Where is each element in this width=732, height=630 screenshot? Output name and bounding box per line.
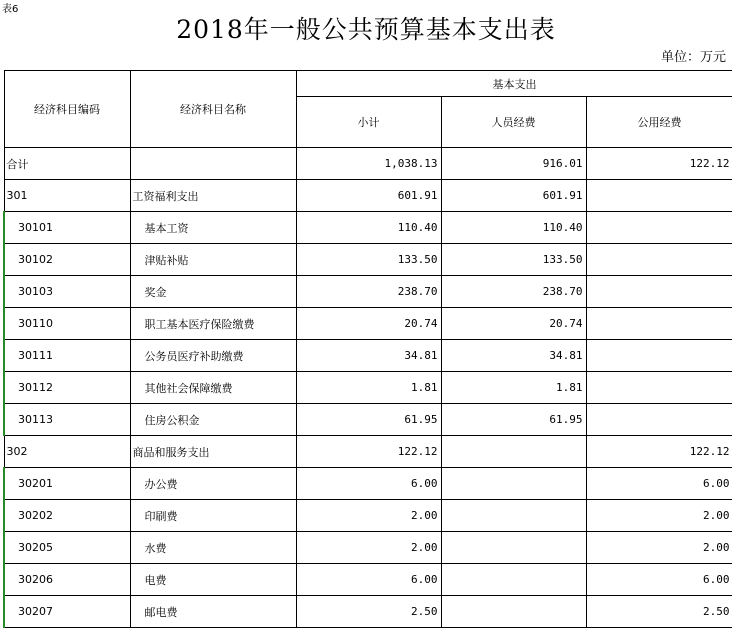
cell-public[interactable] bbox=[586, 340, 732, 372]
cell-code[interactable]: 30103 bbox=[4, 276, 130, 308]
cell-personnel[interactable]: 916.01 bbox=[441, 148, 586, 180]
cell-public[interactable] bbox=[586, 404, 732, 436]
cell-subtotal[interactable]: 110.40 bbox=[296, 212, 441, 244]
cell-code[interactable]: 30202 bbox=[4, 500, 130, 532]
cell-personnel[interactable]: 61.95 bbox=[441, 404, 586, 436]
header-subtotal: 小计 bbox=[296, 97, 441, 148]
cell-public[interactable] bbox=[586, 212, 732, 244]
table-body bbox=[4, 148, 732, 628]
cell-code[interactable]: 30207 bbox=[4, 596, 130, 628]
table-row bbox=[4, 372, 732, 404]
cell-code[interactable]: 30206 bbox=[4, 564, 130, 596]
cell-name[interactable] bbox=[130, 148, 296, 180]
cell-subtotal[interactable]: 2.00 bbox=[296, 500, 441, 532]
cell-public[interactable]: 6.00 bbox=[586, 564, 732, 596]
cell-public[interactable]: 122.12 bbox=[586, 148, 732, 180]
cell-code[interactable]: 30205 bbox=[4, 532, 130, 564]
cell-code[interactable]: 302 bbox=[4, 436, 130, 468]
header-public: 公用经费 bbox=[586, 97, 732, 148]
cell-subtotal[interactable]: 2.50 bbox=[296, 596, 441, 628]
cell-name[interactable]: 印刷费 bbox=[130, 500, 296, 532]
cell-personnel[interactable] bbox=[441, 564, 586, 596]
cell-subtotal[interactable]: 2.00 bbox=[296, 532, 441, 564]
cell-public[interactable]: 2.00 bbox=[586, 532, 732, 564]
cell-personnel[interactable]: 20.74 bbox=[441, 308, 586, 340]
cell-public[interactable] bbox=[586, 276, 732, 308]
table-row bbox=[4, 180, 732, 212]
cell-subtotal[interactable]: 122.12 bbox=[296, 436, 441, 468]
cell-public[interactable]: 6.00 bbox=[586, 468, 732, 500]
table-row bbox=[4, 148, 732, 180]
cell-code[interactable]: 合计 bbox=[4, 148, 130, 180]
cell-personnel[interactable] bbox=[441, 532, 586, 564]
cell-personnel[interactable]: 110.40 bbox=[441, 212, 586, 244]
header-code: 经济科目编码 bbox=[4, 71, 130, 148]
cell-personnel[interactable]: 34.81 bbox=[441, 340, 586, 372]
cell-personnel[interactable] bbox=[441, 436, 586, 468]
cell-name[interactable]: 津贴补贴 bbox=[130, 244, 296, 276]
cell-code[interactable]: 301 bbox=[4, 180, 130, 212]
header-name: 经济科目名称 bbox=[130, 71, 296, 148]
cell-personnel[interactable]: 601.91 bbox=[441, 180, 586, 212]
cell-name[interactable]: 基本工资 bbox=[130, 212, 296, 244]
cell-subtotal[interactable]: 238.70 bbox=[296, 276, 441, 308]
unit-label: 单位：万元 bbox=[660, 50, 726, 65]
table-row bbox=[4, 244, 732, 276]
table-row bbox=[4, 532, 732, 564]
cell-name[interactable]: 职工基本医疗保险缴费 bbox=[130, 308, 296, 340]
cell-personnel[interactable] bbox=[441, 596, 586, 628]
cell-name[interactable]: 邮电费 bbox=[130, 596, 296, 628]
cell-subtotal[interactable]: 61.95 bbox=[296, 404, 441, 436]
table-row bbox=[4, 340, 732, 372]
cell-code[interactable]: 30102 bbox=[4, 244, 130, 276]
header-group: 基本支出 bbox=[296, 71, 732, 97]
cell-code[interactable]: 30112 bbox=[4, 372, 130, 404]
cell-name[interactable]: 商品和服务支出 bbox=[130, 436, 296, 468]
sheet-label: 表6 bbox=[2, 4, 19, 15]
table-row bbox=[4, 564, 732, 596]
cell-public[interactable] bbox=[586, 372, 732, 404]
cell-code[interactable]: 30111 bbox=[4, 340, 130, 372]
cell-subtotal[interactable]: 20.74 bbox=[296, 308, 441, 340]
cell-subtotal[interactable]: 6.00 bbox=[296, 564, 441, 596]
cell-personnel[interactable]: 133.50 bbox=[441, 244, 586, 276]
table-row bbox=[4, 276, 732, 308]
cell-name[interactable]: 水费 bbox=[130, 532, 296, 564]
cell-public[interactable]: 122.12 bbox=[586, 436, 732, 468]
cell-code[interactable]: 30201 bbox=[4, 468, 130, 500]
cell-public[interactable] bbox=[586, 308, 732, 340]
table-row bbox=[4, 500, 732, 532]
cell-subtotal[interactable]: 133.50 bbox=[296, 244, 441, 276]
cell-name[interactable]: 公务员医疗补助缴费 bbox=[130, 340, 296, 372]
cell-name[interactable]: 办公费 bbox=[130, 468, 296, 500]
cell-personnel[interactable]: 1.81 bbox=[441, 372, 586, 404]
cell-name[interactable]: 奖金 bbox=[130, 276, 296, 308]
table-row bbox=[4, 468, 732, 500]
cell-code[interactable]: 30113 bbox=[4, 404, 130, 436]
cell-code[interactable]: 30101 bbox=[4, 212, 130, 244]
cell-public[interactable]: 2.50 bbox=[586, 596, 732, 628]
table-row bbox=[4, 404, 732, 436]
cell-subtotal[interactable]: 601.91 bbox=[296, 180, 441, 212]
cell-code[interactable]: 30110 bbox=[4, 308, 130, 340]
budget-table bbox=[3, 70, 732, 628]
cell-name[interactable]: 住房公积金 bbox=[130, 404, 296, 436]
cell-personnel[interactable]: 238.70 bbox=[441, 276, 586, 308]
table-row bbox=[4, 436, 732, 468]
cell-subtotal[interactable]: 6.00 bbox=[296, 468, 441, 500]
table-row bbox=[4, 308, 732, 340]
cell-personnel[interactable] bbox=[441, 500, 586, 532]
table-row bbox=[4, 596, 732, 628]
cell-name[interactable]: 工资福利支出 bbox=[130, 180, 296, 212]
cell-public[interactable] bbox=[586, 180, 732, 212]
cell-personnel[interactable] bbox=[441, 468, 586, 500]
page-title: 2018年一般公共预算基本支出表 bbox=[176, 15, 556, 44]
header-personnel: 人员经费 bbox=[441, 97, 586, 148]
table-row bbox=[4, 212, 732, 244]
cell-public[interactable] bbox=[586, 244, 732, 276]
cell-name[interactable]: 电费 bbox=[130, 564, 296, 596]
cell-subtotal[interactable]: 34.81 bbox=[296, 340, 441, 372]
cell-subtotal[interactable]: 1,038.13 bbox=[296, 148, 441, 180]
cell-public[interactable]: 2.00 bbox=[586, 500, 732, 532]
cell-name[interactable]: 其他社会保障缴费 bbox=[130, 372, 296, 404]
cell-subtotal[interactable]: 1.81 bbox=[296, 372, 441, 404]
